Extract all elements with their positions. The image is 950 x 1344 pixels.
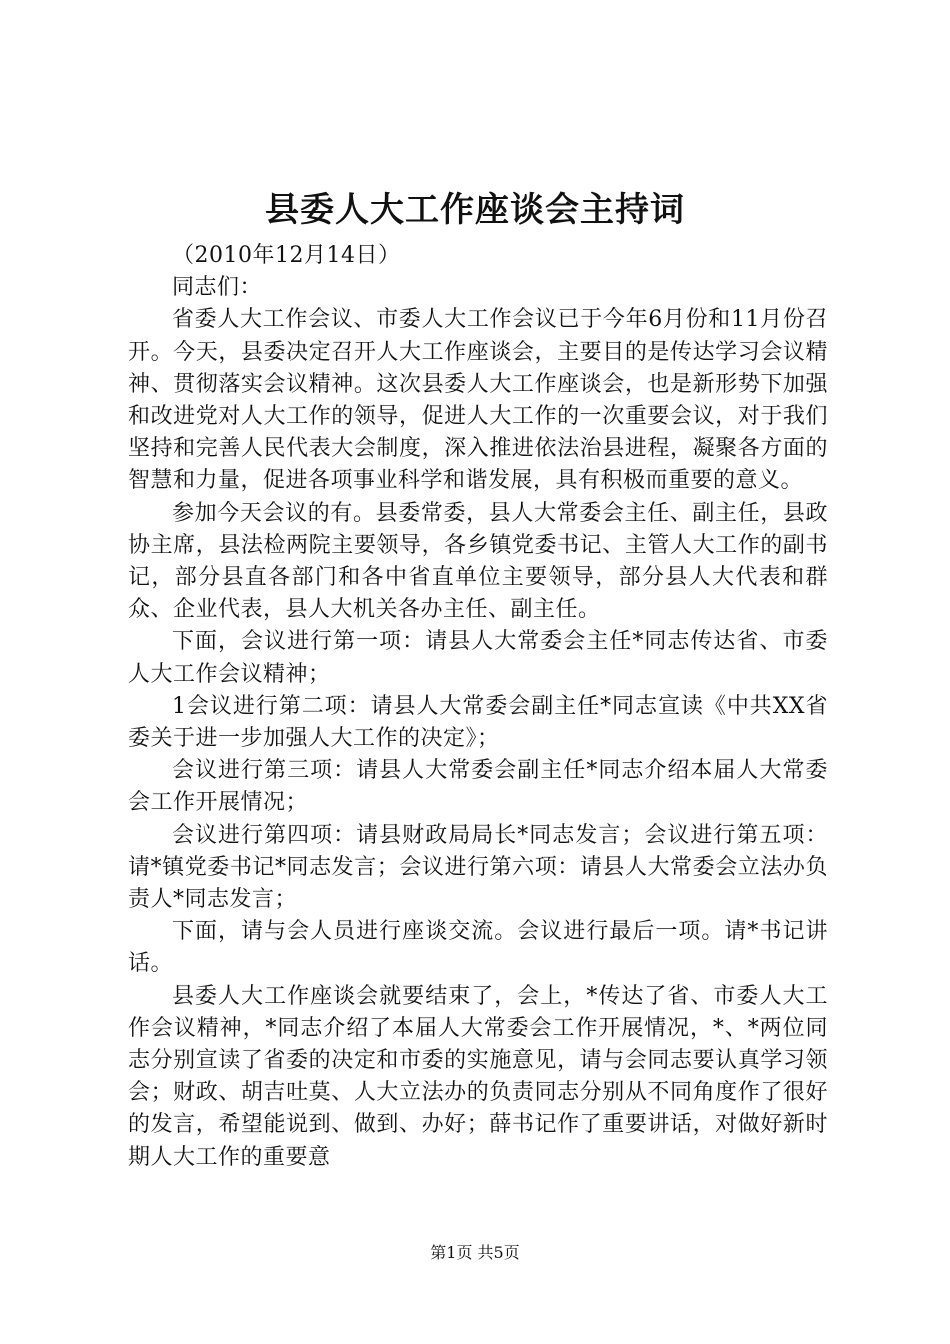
document-body bbox=[128, 240, 828, 1174]
date-line: （2010年12月14日） bbox=[172, 243, 401, 268]
page-number-footer: 第1页 共5页 bbox=[430, 1243, 520, 1262]
document-title: 县委人大工作座谈会主持词 bbox=[265, 190, 685, 230]
paragraph: 下面，会议进行第一项：请县人大常委会主任*同志传达省、市委人大工作会议精神； bbox=[128, 629, 828, 687]
paragraph: 会议进行第三项：请县人大常委会副主任*同志介绍本届人大常委会工作开展情况； bbox=[128, 758, 828, 816]
paragraph: 1会议进行第二项：请县人大常委会副主任*同志宣读《中共XX省委关于进一步加强人大工作的决定》； bbox=[128, 693, 828, 752]
salutation: 同志们： bbox=[172, 275, 263, 301]
paragraph: 参加今天会议的有。县委常委，县人大常委会主任、副主任，县政协主席，县法检两院主要领导，各乡镇党委书记、主管人大工作的副书记，部分县直各部门和各中省直单位主要领导，部分县人大代表和群众、企业代表，县人大机关各办主任、副主任。 bbox=[128, 500, 828, 623]
paragraph: 县委人大工作座谈会就要结束了，会上，*传达了省、市委人大工作会议精神，*同志介绍了本届人大常委会工作开展情况，*、*两位同志分别宣读了省委的决定和市委的实施意见，请与会同志要认真学习领会；财政、胡吉吐莫、人大立法办的负责同志分别从不同角度作了很好的发言，希望能说到、做到、办好；薛书记作了重要讲话，对做好新时期人大工作的重要意 bbox=[128, 983, 828, 1170]
paragraph: 省委人大工作会议、市委人大工作会议已于今年6月份和11月份召开。今天，县委决定召开人大工作座谈会，主要目的是传达学习会议精神、贯彻落实会议精神。这次县委人大工作座谈会，也是新形势下加强和改进党对人大工作的领导，促进人大工作的一次重要会议，对于我们坚持和完善人民代表大会制度，深入推进依法治县进程，凝聚各方面的智慧和力量，促进各项事业科学和谐发展，具有积极而重要的意义。 bbox=[128, 307, 828, 494]
paragraph: 下面，请与会人员进行座谈交流。会议进行最后一项。请*书记讲话。 bbox=[128, 919, 828, 977]
paragraph: 会议进行第四项：请县财政局局长*同志发言；会议进行第五项：请*镇党委书记*同志发言；会议进行第六项：请县人大常委会立法办负责人*同志发言； bbox=[128, 822, 828, 913]
